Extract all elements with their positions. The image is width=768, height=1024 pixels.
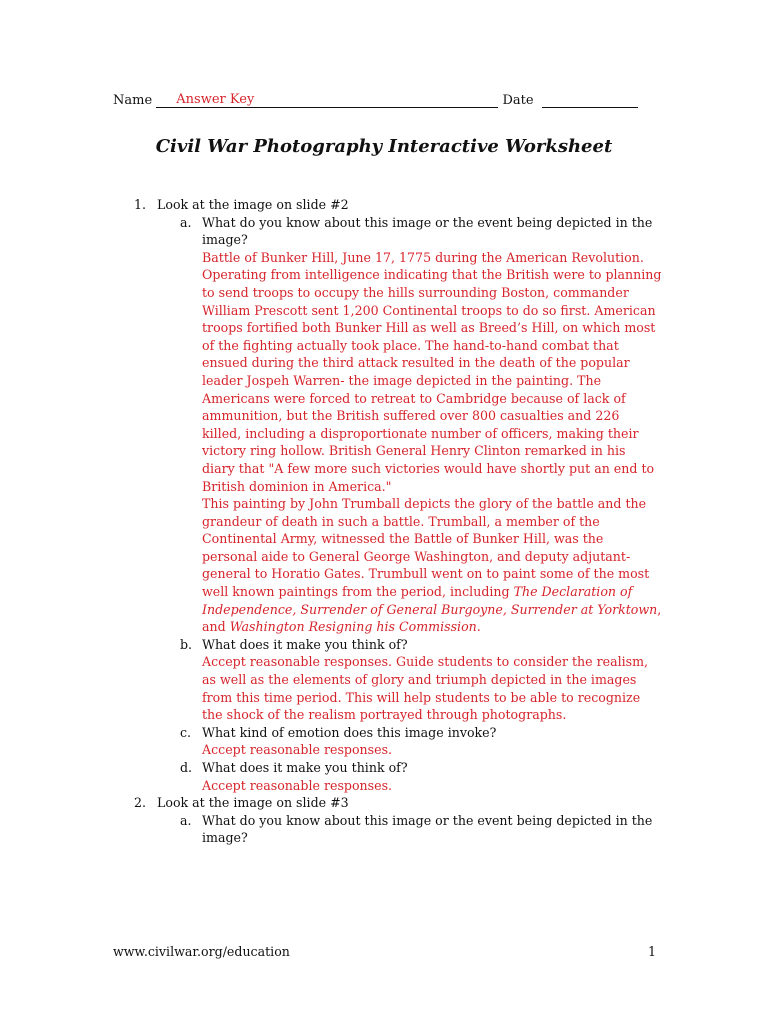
subquestion-prompt: What does it make you think of?: [202, 636, 408, 652]
worksheet-title: Civil War Photography Interactive Worksheet: [155, 136, 613, 157]
subquestion-prompt: What does it make you think of?: [202, 760, 408, 775]
subquestion-2a: [0, 812, 662, 847]
worksheet-content: [0, 196, 768, 847]
subquestion-1c: [0, 724, 662, 742]
subquestion-letter: b.: [180, 636, 193, 652]
answer-period: .: [476, 619, 481, 635]
name-date-line: [113, 92, 638, 108]
name-label: Name: [113, 93, 153, 108]
subquestion-prompt: What do you know about this image or the event being depicted in the image?: [202, 214, 653, 248]
answer-1a-paragraph-2: [0, 495, 662, 636]
subquestion-letter: a.: [180, 812, 192, 828]
subquestion-letter: a.: [180, 214, 192, 230]
painting-titles: The Declaration of Independence, Surrender of General Burgoyne, Surrender at Yorktown: [202, 584, 658, 617]
subquestion-letter: c.: [180, 724, 192, 740]
page-number: 1: [648, 944, 657, 959]
subquestion-letter: d.: [180, 760, 193, 775]
subquestion-1a: [0, 214, 662, 249]
answer-text: This painting by John Trumball depicts the glory of the battle and the grandeur of death in such a battle. Trumball, a member of the Continental Army, witnessed the Battle of Bunker Hill, was the personal aide to General George Washington, and deputy adjutant-general to Horatio Gates. Trumbull went on to paint some of the most well known paintings from the period, including: [202, 496, 650, 600]
question-2: [0, 794, 768, 812]
answer-1b: Accept reasonable responses. Guide students to consider the realism, as well as the elements of glory and triumph depicted in the images from this time period. This will help students to be able to recognize the shock of the realism portrayed through photographs.: [202, 654, 649, 723]
date-field: [542, 92, 638, 108]
subquestion-1d: [0, 759, 662, 777]
subquestion-1b: [0, 636, 662, 654]
subquestion-prompt: What kind of emotion does this image invoke?: [202, 724, 497, 740]
subquestion-prompt: What do you know about this image or the event being depicted in the image?: [202, 812, 653, 846]
question-prompt: Look at the image on slide #2: [157, 197, 349, 212]
question-prompt: Look at the image on slide #3: [157, 795, 349, 811]
name-value: Answer Key: [176, 92, 255, 107]
date-label: Date: [502, 93, 534, 108]
question-number: 2.: [134, 795, 147, 811]
answer-conjunction: , and: [202, 601, 662, 635]
question-number: 1.: [134, 197, 147, 212]
answer-1a-paragraph-1: Battle of Bunker Hill, June 17, 1775 during the American Revolution. Operating from intelligence indicating that the British were to planning to send troops to occupy the hills surrounding Boston, commander William Prescott sent 1,200 Continental troops to do so first. American troops fortified both Bunker Hill as well as Breed’s Hill, on which most of the fighting actually took place. The hand-to-hand combat that ensued during the third attack resulted in the death of the popular leader Jospeh Warren- the image depicted in the painting. The Americans were forced to retreat to Cambridge because of lack of ammunition, but the British suffered over 800 casualties and 226 killed, including a disproportionate number of officers, making their victory ring hollow. British General Henry Clinton remarked in his diary that "A few more such victories would have shortly put an end to British dominion in America.": [202, 249, 662, 494]
answer-1c: Accept reasonable responses.: [202, 742, 393, 758]
footer-url: www.civilwar.org/education: [113, 944, 290, 959]
name-field: [156, 92, 498, 108]
answer-1d: Accept reasonable responses.: [202, 777, 393, 793]
painting-title: Washington Resigning his Commission: [229, 619, 477, 635]
question-1: [0, 196, 768, 214]
